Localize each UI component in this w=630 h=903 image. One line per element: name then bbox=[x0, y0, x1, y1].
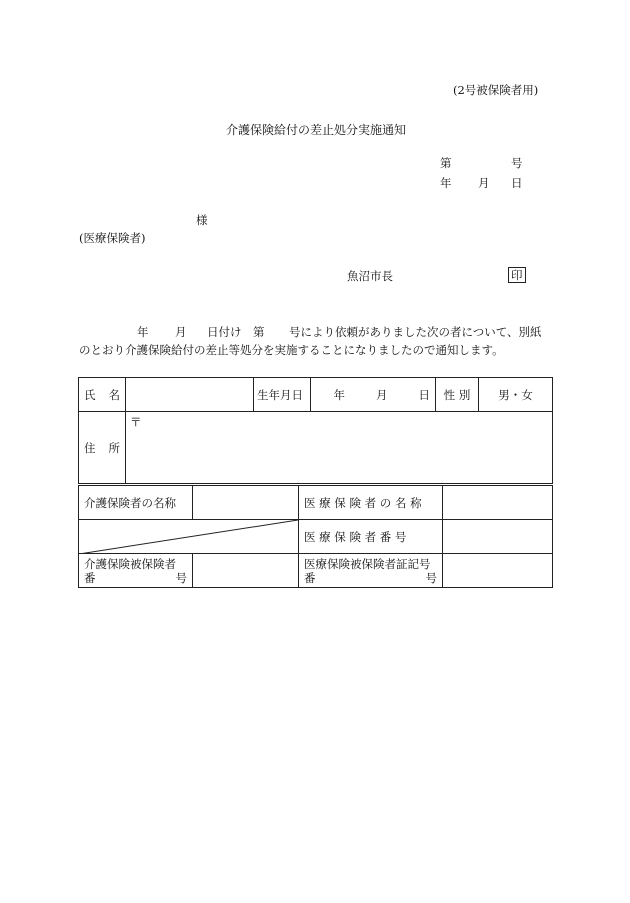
care-insured-number-label: 介護保険被保険者 番 号 bbox=[79, 554, 193, 588]
birth-day-label: 日 bbox=[418, 387, 430, 402]
care-insurer-name-label: 介護保険者の名称 bbox=[79, 486, 193, 520]
sex-label-cell: 性 別 bbox=[436, 378, 479, 412]
recipient-org-label: (医療保険者) bbox=[79, 231, 146, 245]
sex-value-cell[interactable]: 男・女 bbox=[479, 378, 553, 412]
date-month-label: 月 bbox=[478, 176, 490, 190]
birth-label-cell: 生年月日 bbox=[254, 378, 311, 412]
body-line1: 号により依頼がありました次の者について、別紙 bbox=[289, 325, 542, 339]
form-type-label: (2号被保険者用) bbox=[453, 83, 539, 97]
sender-name: 魚沼市長 bbox=[347, 269, 393, 283]
subject-info-table bbox=[78, 377, 553, 484]
address-label-cell: 住 所 bbox=[79, 412, 126, 484]
birth-value-cell[interactable] bbox=[311, 378, 436, 412]
medical-insurer-name-value[interactable] bbox=[443, 486, 553, 520]
body-day-prefix: 日付け 第 bbox=[207, 325, 265, 339]
insurer-info-table bbox=[78, 485, 553, 588]
recipient-honorific: 様 bbox=[196, 213, 208, 227]
address-value-cell[interactable] bbox=[126, 412, 553, 484]
care-insurer-name-value[interactable] bbox=[193, 486, 299, 520]
diagonal-line bbox=[79, 520, 298, 554]
medical-insurer-name-label: 医 療 保 険 者 の 名 称 bbox=[299, 486, 443, 520]
date-year-label: 年 bbox=[440, 176, 452, 190]
diagonal-blank-cell bbox=[79, 520, 299, 554]
name-value-cell[interactable] bbox=[126, 378, 254, 412]
medical-insured-number-label: 医療保険被保険者証記号 番 号 bbox=[299, 554, 443, 588]
seal-mark: 印 bbox=[508, 267, 526, 283]
medical-insurer-number-label: 医 療 保 険 者 番 号 bbox=[299, 520, 443, 554]
postal-mark: 〒 bbox=[130, 415, 142, 429]
number-suffix: 号 bbox=[511, 156, 523, 170]
birth-month-label: 月 bbox=[376, 387, 388, 402]
body-month: 月 bbox=[175, 325, 187, 339]
medical-insurer-number-value[interactable] bbox=[443, 520, 553, 554]
document-title: 介護保険給付の差止処分実施通知 bbox=[226, 123, 407, 137]
body-year: 年 bbox=[137, 325, 149, 339]
birth-year-label: 年 bbox=[333, 387, 345, 402]
care-insured-number-value[interactable] bbox=[193, 554, 299, 588]
body-line2: のとおり介護保険給付の差止等処分を実施することになりましたので通知します。 bbox=[79, 343, 504, 357]
number-prefix: 第 bbox=[440, 156, 452, 170]
date-day-label: 日 bbox=[511, 176, 523, 190]
name-label-cell: 氏 名 bbox=[79, 378, 126, 412]
medical-insured-number-value[interactable] bbox=[443, 554, 553, 588]
